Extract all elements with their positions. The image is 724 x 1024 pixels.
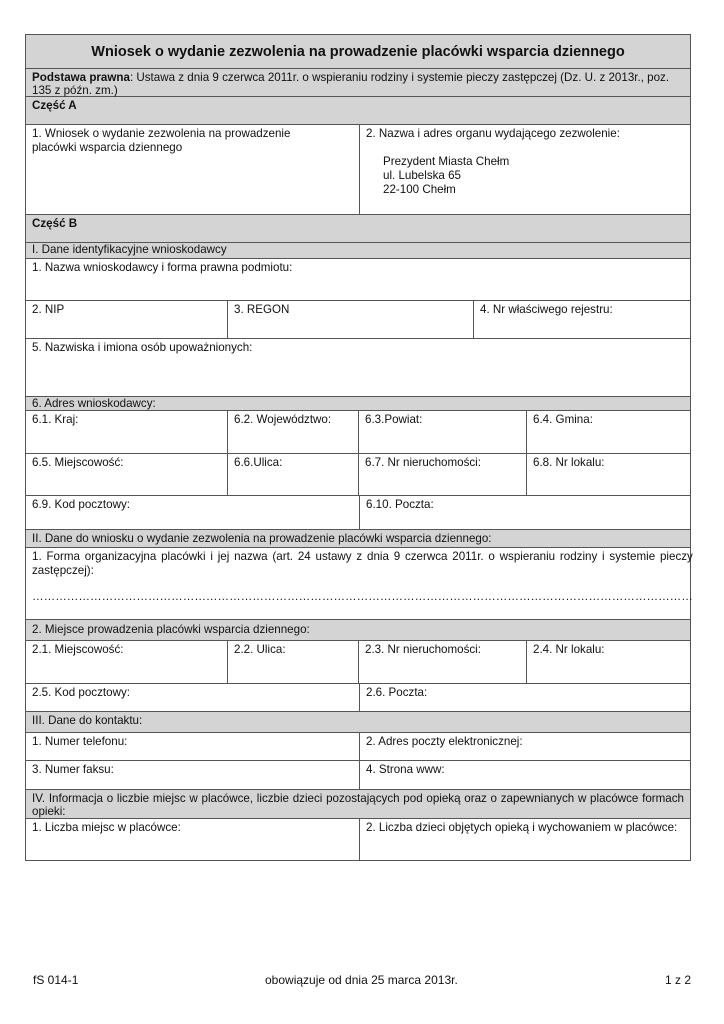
authority-name: Prezydent Miasta Chełm xyxy=(383,155,510,168)
address-row-2 xyxy=(26,454,690,496)
location-building-number-field[interactable]: 2.3. Nr nieruchomości: xyxy=(359,641,527,683)
applicant-name-field[interactable]: 1. Nazwa wnioskodawcy i forma prawna podmiotu: xyxy=(32,261,293,274)
address-row-3 xyxy=(26,496,690,530)
location-heading-row xyxy=(26,620,690,641)
unit-number-field[interactable]: 6.8. Nr lokalu: xyxy=(533,456,605,469)
location-row-2 xyxy=(26,684,690,712)
section-1-heading: I. Dane identyfikacyjne wnioskodawcy xyxy=(32,243,227,256)
legal-basis-label: Podstawa prawna xyxy=(32,71,130,84)
post-office-field[interactable]: 6.10. Poczta: xyxy=(366,498,434,511)
section-2-heading-row xyxy=(26,530,690,548)
page-number: 1 z 2 xyxy=(664,973,691,987)
org-form-row xyxy=(26,548,693,620)
building-number-field[interactable]: 6.7. Nr nieruchomości: xyxy=(359,454,527,495)
org-form-dotted-line: ……………………………………………………………………………………………………………………………………………………… xyxy=(32,590,693,603)
province-field[interactable]: 6.2. Województwo: xyxy=(228,411,359,453)
contact-row-1 xyxy=(26,733,690,761)
org-form-field[interactable] xyxy=(26,548,699,619)
address-row-1 xyxy=(26,411,690,454)
location-street-field[interactable]: 2.2. Ulica: xyxy=(228,641,359,683)
authority-address xyxy=(366,155,684,197)
applicant-name-row xyxy=(26,259,690,301)
section-1-heading-row xyxy=(26,243,690,259)
applicant-address-heading-row xyxy=(26,397,690,411)
form-title: Wniosek o wydanie zezwolenia na prowadzenie placówki wsparcia dziennego xyxy=(91,43,625,60)
authority-label: 2. Nazwa i adres organu wydającego zezwolenie: xyxy=(366,127,620,140)
location-city-field[interactable]: 2.1. Miejscowość: xyxy=(26,641,228,683)
children-field[interactable]: 2. Liczba dzieci objętych opieką i wychowaniem w placówce: xyxy=(366,821,678,834)
authority-field xyxy=(360,125,690,214)
org-form-label: 1. Forma organizacyjna placówki i jej nazwa (art. 24 ustawy z dnia 9 czerwca 2011r. o wspieraniu rodziny i systemie pieczy zastępczej): xyxy=(32,550,693,577)
nip-field[interactable]: 2. NIP xyxy=(26,301,228,338)
section-2-heading: II. Dane do wniosku o wydanie zezwolenia na prowadzenie placówki wsparcia dziennego: xyxy=(32,532,492,545)
identifiers-row xyxy=(26,301,690,339)
authority-city: 22-100 Chełm xyxy=(383,183,456,196)
application-form xyxy=(25,34,691,861)
places-field[interactable]: 1. Liczba miejsc w placówce: xyxy=(26,819,360,860)
part-a-fields-row xyxy=(26,125,690,215)
regon-field[interactable]: 3. REGON xyxy=(228,301,474,338)
location-unit-number-field[interactable]: 2.4. Nr lokalu: xyxy=(533,643,605,656)
page-footer xyxy=(33,973,691,991)
email-field[interactable]: 2. Adres poczty elektronicznej: xyxy=(366,735,523,748)
authorized-persons-row xyxy=(26,339,690,397)
district-field[interactable]: 6.3.Powiat: xyxy=(359,411,527,453)
location-heading: 2. Miejsce prowadzenia placówki wsparcia dziennego: xyxy=(32,623,310,636)
fax-field[interactable]: 3. Numer faksu: xyxy=(26,761,360,789)
www-field[interactable]: 4. Strona www: xyxy=(366,763,445,776)
part-a-heading: Część A xyxy=(32,99,77,112)
form-title-row xyxy=(26,35,690,69)
section-3-heading: III. Dane do kontaktu: xyxy=(32,714,143,727)
location-row-1 xyxy=(26,641,690,684)
form-code: fS 014-1 xyxy=(33,973,79,987)
city-field[interactable]: 6.5. Miejscowość: xyxy=(26,454,228,495)
commune-field[interactable]: 6.4. Gmina: xyxy=(533,413,593,426)
capacity-row xyxy=(26,819,690,861)
section-4-heading: IV. Informacja o liczbie miejsc w placówce, liczbie dzieci pozostających pod opieką oraz o zapewnianych w placówce formach opieki: xyxy=(32,792,684,818)
contact-row-2 xyxy=(26,761,690,790)
application-type-field: 1. Wniosek o wydanie zezwolenia na prowadzenie placówki wsparcia dziennego xyxy=(26,125,360,214)
phone-field[interactable]: 1. Numer telefonu: xyxy=(26,733,360,760)
postal-code-field[interactable]: 6.9. Kod pocztowy: xyxy=(26,496,360,529)
legal-basis-text: : Ustawa z dnia 9 czerwca 2011r. o wspieraniu rodziny i systemie pieczy zastępczej (Dz. U. z 2013r., poz. 135 z późn. zm.) xyxy=(32,71,670,97)
street-field[interactable]: 6.6.Ulica: xyxy=(228,454,359,495)
section-3-heading-row xyxy=(26,712,690,733)
location-postal-code-field[interactable]: 2.5. Kod pocztowy: xyxy=(26,684,360,711)
validity-date: obowiązuje od dnia 25 marca 2013r. xyxy=(265,973,458,987)
authority-street: ul. Lubelska 65 xyxy=(383,169,461,182)
authorized-persons-field[interactable]: 5. Nazwiska i imiona osób upoważnionych: xyxy=(32,341,253,354)
legal-basis xyxy=(26,69,690,96)
applicant-address-heading: 6. Adres wnioskodawcy: xyxy=(32,397,156,410)
legal-basis-row xyxy=(26,69,690,97)
part-b-heading-row xyxy=(26,215,690,243)
country-field[interactable]: 6.1. Kraj: xyxy=(26,411,228,453)
part-b-heading: Część B xyxy=(32,217,78,230)
registry-field[interactable]: 4. Nr właściwego rejestru: xyxy=(480,303,613,316)
part-a-heading-row xyxy=(26,97,690,125)
location-post-office-field[interactable]: 2.6. Poczta: xyxy=(366,686,428,699)
section-4-heading-row xyxy=(26,790,690,819)
